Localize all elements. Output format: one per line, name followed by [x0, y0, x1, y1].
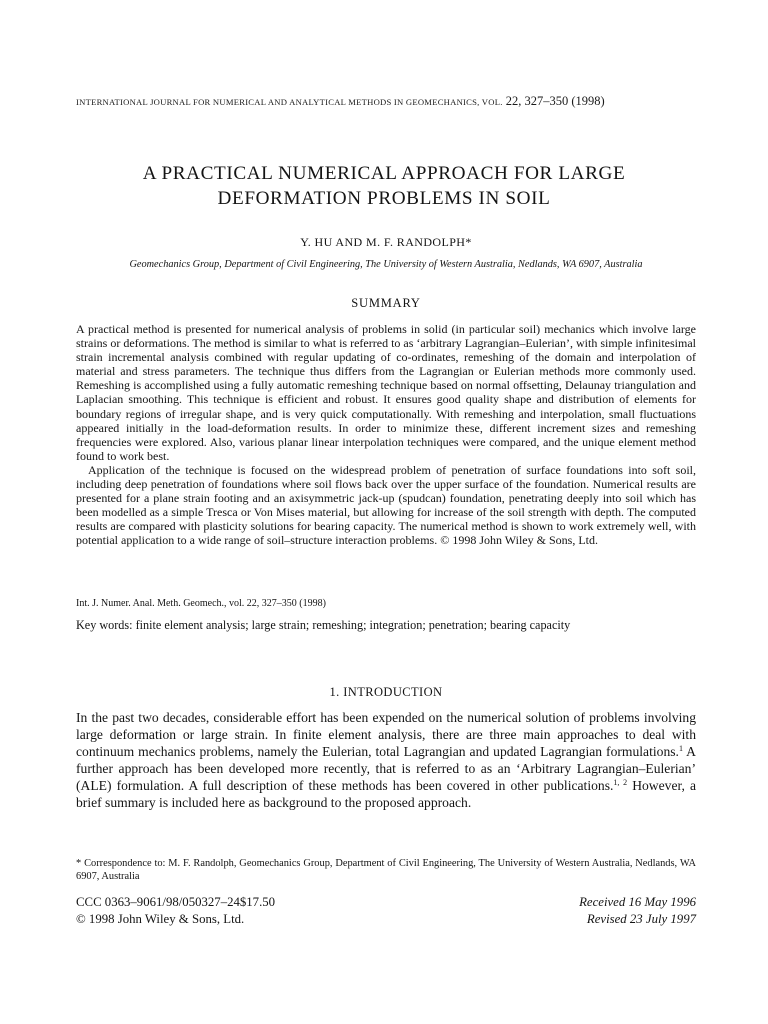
journal-name: INTERNATIONAL JOURNAL FOR NUMERICAL AND ANALYTICAL METHODS IN GEOMECHANICS, VOL. — [76, 97, 503, 107]
copyright: © 1998 John Wiley & Sons, Ltd. — [76, 912, 245, 926]
paper-title — [60, 161, 708, 211]
received-date: Received 16 May 1996 — [579, 895, 696, 909]
ccc-code: CCC 0363–9061/98/050327–24$17.50 — [76, 895, 276, 909]
introduction-heading: 1. INTRODUCTION — [329, 685, 443, 699]
keywords: Key words: finite element analysis; large strain; remeshing; integration; penetration; bearing capacity — [76, 618, 571, 632]
reference-marker: 1, 2 — [613, 778, 628, 788]
summary-heading: SUMMARY — [351, 296, 421, 310]
introduction-body — [76, 709, 696, 812]
revised-date: Revised 23 July 1997 — [586, 912, 696, 926]
title-line-2: DEFORMATION PROBLEMS IN SOIL — [217, 188, 551, 209]
abstract-paragraph-2: Application of the technique is focused on the widespread problem of penetration of surface foundations into soft soil, including deep penetration of foundations where soil flows back over the upper surface of the foundation. Numerical results are presented for a plane strain footing and an axisymmetric jack-up (spudcan) foundation, penetrating deeply into soil which has been modelled as a simple Tresca or Von Mises material, but allowing for increase of the soil strength with depth. The computed results are compared with plasticity solutions for bearing capacity. The numerical method is shown to work extremely well, with potential application to a wide range of soil–structure interaction problems. © 1998 John Wiley & Sons, Ltd. — [76, 462, 696, 548]
affiliation: Geomechanics Group, Department of Civil Engineering, The University of Western Australia, Nedlands, WA 6907, Australia — [129, 259, 643, 270]
footer-left — [76, 894, 396, 928]
footer-right — [420, 894, 696, 928]
intro-text-2: A further approach has been developed more recently, that is referred to as an ‘Arbitrary Lagrangian–Eulerian’ (ALE) formulation. A full description of these methods has been covered in other publications. — [76, 744, 696, 794]
volume-pages: 22, 327–350 (1998) — [505, 94, 605, 108]
title-line-1: A PRACTICAL NUMERICAL APPROACH FOR LARGE — [142, 163, 626, 184]
reference-marker: 1 — [678, 744, 683, 754]
correspondence-footnote: * Correspondence to: M. F. Randolph, Geomechanics Group, Department of Civil Engineering, The University of Western Australia, Nedlands, WA 6907, Australia — [76, 858, 696, 882]
abstract-paragraph-1: A practical method is presented for numerical analysis of problems in solid (in particular soil) mechanics which involve large strains or deformations. The method is similar to what is referred to as ‘arbitrary Lagrangian–Eulerian’, with simple infinitesimal strain incremental analysis combined with regular updating of co-ordinates, remeshing of the domain and interpolation of material and stress parameters. The technique thus differs from the Lagrangian or Eulerian methods more commonly used. Remeshing is accomplished using a fully automatic remeshing technique based on normal offsetting, Delaunay triangulation and Laplacian smoothing. This technique is efficient and robust. It ensures good quality shape and distribution of elements for boundary regions of irregular shape, and is very quick computationally. With remeshing and interpolation, small fluctuations appeared initially in the load-deformation results. In order to minimize these, different increment sizes and remeshing frequencies were explored. Also, various planar linear interpolation techniques were compared, and the unique element method found to work best. — [76, 322, 696, 463]
intro-text-1: In the past two decades, considerable effort has been expended on the numerical solution of problems involving large deformation or large strain. In finite element analysis, there are three main approaches to deal with continuum mechanics problems, namely the Eulerian, total Lagrangian and updated Lagrangian formulations. — [76, 710, 696, 760]
introduction-paragraph — [76, 709, 696, 812]
running-head — [76, 94, 696, 109]
intro-text-3: However, a brief summary is included here as background to the proposed approach. — [76, 778, 696, 811]
authors: Y. HU AND M. F. RANDOLPH* — [300, 235, 472, 249]
citation: Int. J. Numer. Anal. Meth. Geomech., vol. 22, 327–350 (1998) — [76, 598, 326, 609]
abstract — [76, 322, 696, 548]
